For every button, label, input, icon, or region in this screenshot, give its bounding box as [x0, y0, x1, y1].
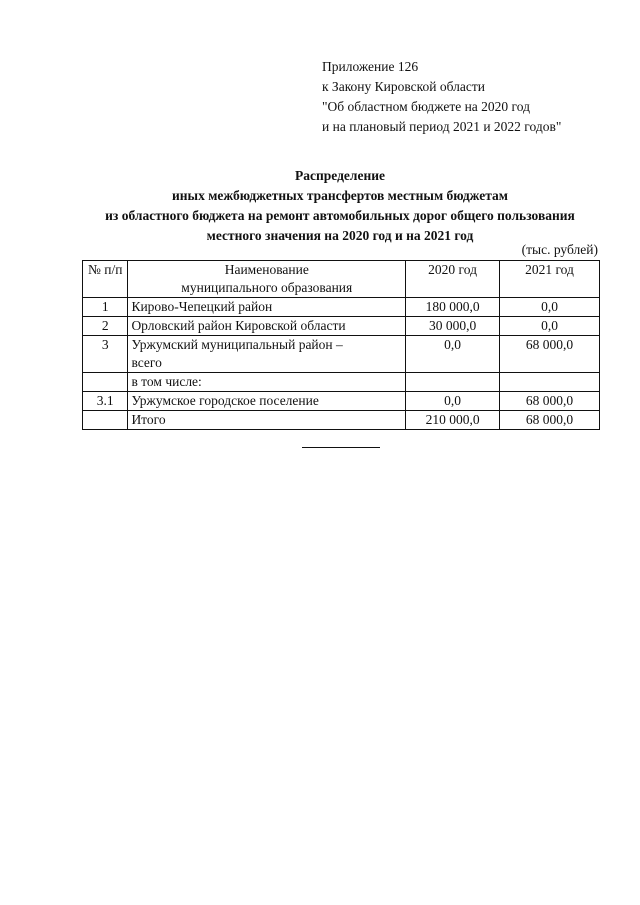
cell-num: 3	[83, 336, 128, 373]
cell-name: Итого	[128, 411, 406, 430]
appendix-reference	[322, 57, 561, 137]
cell-name: Кирово-Чепецкий район	[128, 298, 406, 317]
cell-2020: 180 000,0	[406, 298, 500, 317]
cell-num: 2	[83, 317, 128, 336]
closing-divider	[302, 447, 380, 448]
appendix-line: к Закону Кировской области	[322, 79, 486, 94]
title-line: иных межбюджетных трансфертов местным бюджетам	[172, 188, 508, 203]
cell-num	[83, 411, 128, 430]
cell-num: 3.1	[83, 392, 128, 411]
cell-name	[128, 336, 406, 373]
cell-name-line: Уржумский муниципальный район –	[131, 337, 343, 352]
title-line: местного значения на 2020 год и на 2021 год	[206, 228, 474, 243]
header-name	[128, 261, 406, 298]
header-name-line: Наименование	[224, 262, 309, 277]
title-line: из областного бюджета на ремонт автомобильных дорог общего пользования	[105, 208, 575, 223]
cell-2021: 0,0	[500, 317, 600, 336]
header-name-line: муниципального образования	[181, 280, 353, 295]
cell-num	[83, 373, 128, 392]
table-row	[83, 336, 600, 373]
cell-name: Уржумское городское поселение	[128, 392, 406, 411]
cell-2020	[406, 373, 500, 392]
units-label: (тыс. рублей)	[521, 242, 598, 257]
header-num: № п/п	[83, 261, 128, 298]
transfers-table	[82, 260, 600, 430]
appendix-line: "Об областном бюджете на 2020 год	[322, 99, 530, 114]
cell-2020: 0,0	[406, 336, 500, 373]
cell-2021: 68 000,0	[500, 336, 600, 373]
cell-2020: 0,0	[406, 392, 500, 411]
appendix-line: Приложение 126	[322, 59, 419, 74]
title-line: Распределение	[294, 168, 386, 183]
cell-num: 1	[83, 298, 128, 317]
cell-2021: 0,0	[500, 298, 600, 317]
header-2021: 2021 год	[500, 261, 600, 298]
cell-2021: 68 000,0	[500, 411, 600, 430]
table-total-row	[83, 411, 600, 430]
table-row	[83, 298, 600, 317]
cell-2021	[500, 373, 600, 392]
cell-2020: 210 000,0	[406, 411, 500, 430]
header-2020: 2020 год	[406, 261, 500, 298]
table-row	[83, 392, 600, 411]
table-header-row	[83, 261, 600, 298]
cell-name: в том числе:	[128, 373, 406, 392]
table-row	[83, 373, 600, 392]
appendix-line: и на плановый период 2021 и 2022 годов"	[322, 119, 562, 134]
cell-2021: 68 000,0	[500, 392, 600, 411]
cell-2020: 30 000,0	[406, 317, 500, 336]
cell-name: Орловский район Кировской области	[128, 317, 406, 336]
table-row	[83, 317, 600, 336]
cell-name-line: всего	[131, 355, 162, 370]
document-title	[0, 166, 640, 246]
